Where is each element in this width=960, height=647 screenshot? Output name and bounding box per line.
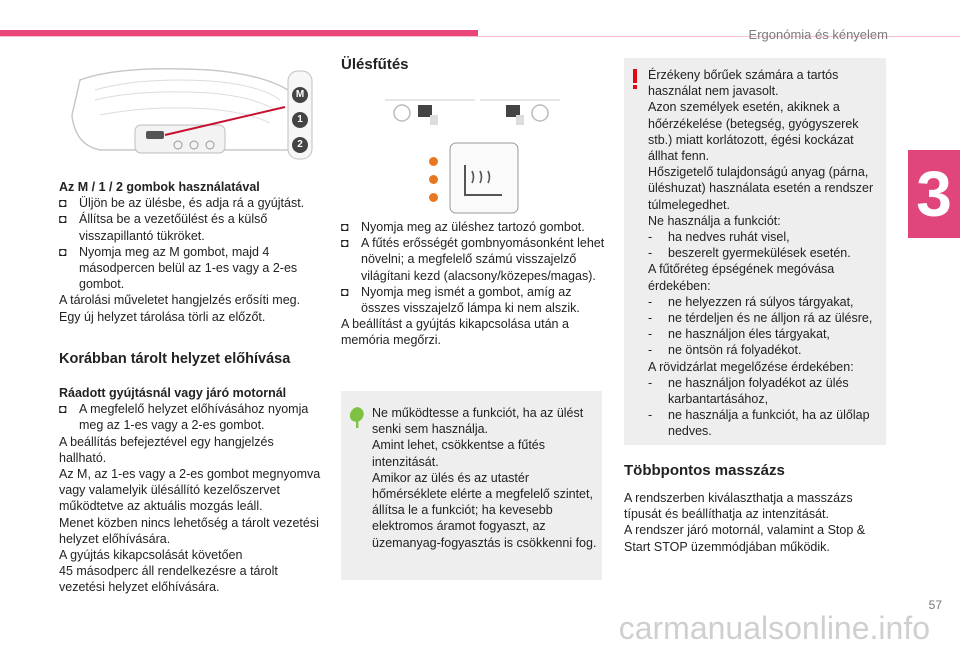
chapter-tab: 3 <box>908 150 960 238</box>
list-item: ◘ A fűtés erősségét gombnyomásonként lehet növelni; a megfelelő számú visszajelző világítani kezd (alacsony/közepes/magas). <box>341 236 605 283</box>
eco-tip-box <box>341 391 602 580</box>
warning-text: Azon személyek esetén, akiknek a hőérzékelése (betegség, gyógyszerek stb.) miatt korlátozott, égési kockázat állhat fenn. <box>648 100 859 164</box>
warning-text: Hőszigetelő tulajdonságú anyag (párna, üléshuzat) használata esetén a rendszer túlmelegedhet. <box>648 165 874 212</box>
section-title: Ergonómia és kényelem <box>748 27 888 42</box>
eco-tip-text: Amikor az ülés és az utastér hőmérséklete elérte a megfelelő szintet, állítsa le a funkciót; ha kevesebb elektromos áramot fogyaszt, az üzemanyag-fogyasztás is csökkenni fog. <box>372 470 597 550</box>
recall-heading: Korábban tárolt helyzet előhívása <box>59 351 291 367</box>
seat-heating-heading: Ülésfűtés <box>341 56 409 73</box>
watermark: carmanualsonline.info <box>618 610 930 646</box>
massage-paragraph: A rendszer járó motornál, valamint a Stop & Start STOP üzemmódjában működik. <box>624 523 866 554</box>
leaf-icon <box>347 405 367 429</box>
seat-heating-instructions <box>341 219 605 349</box>
warning-text: A rövidzárlat megelőzése érdekében: <box>648 359 854 374</box>
seat-memory-illustration <box>60 55 325 165</box>
list-item: - beszerelt gyermekülések esetén. <box>648 246 851 261</box>
memory-intro-title: Az M / 1 / 2 gombok használatával <box>59 180 260 194</box>
warning-box <box>624 58 886 445</box>
list-item: - ne helyezzen rá súlyos tárgyakat, <box>648 294 854 309</box>
heat-level-led-3 <box>429 157 438 166</box>
memory-button-1[interactable]: 1 <box>292 112 308 128</box>
recall-instructions <box>59 385 321 596</box>
memory-note: A tárolási műveletet hangjelzés erősíti meg. <box>59 293 301 308</box>
list-item: ◘ Nyomja meg ismét a gombot, amíg az összes visszajelző lámpa ki nem alszik. <box>341 284 580 316</box>
heat-level-led-2 <box>429 175 438 184</box>
massage-paragraph: A rendszerben kiválaszthatja a masszázs típusát és beállíthatja az intenzitását. <box>624 491 853 522</box>
memory-note: Egy új helyzet tárolása törli az előzőt. <box>59 309 266 324</box>
recall-text: Menet közben nincs lehetőség a tárolt vezetési helyzet előhívására. <box>59 515 319 546</box>
massage-text <box>624 490 886 555</box>
seat-heating-note: A beállítást a gyújtás kikapcsolása után a memória megőrzi. <box>341 317 569 348</box>
recall-text: A gyújtás kikapcsolását követően <box>59 548 243 563</box>
list-item: ◘ Nyomja meg az M gombot, majd 4 másodpercen belül az 1-es vagy a 2-es gombot. <box>59 244 298 292</box>
memory-button-m[interactable]: M <box>292 87 308 103</box>
warning-text: Érzékeny bőrűek számára a tartós használat nem javasolt. <box>648 68 839 99</box>
massage-heading: Többpontos masszázs <box>624 462 785 479</box>
heat-level-led-1 <box>429 193 438 202</box>
list-item: - ne használja a funkciót, ha az ülőlap nedves. <box>648 408 870 439</box>
recall-text: A beállítás befejeztével egy hangjelzés hallható. <box>59 434 274 465</box>
memory-instructions <box>59 179 321 325</box>
list-item: ◘ Nyomja meg az üléshez tartozó gombot. <box>341 220 585 234</box>
memory-button-2[interactable]: 2 <box>292 137 308 153</box>
list-item: ◘ Üljön be az ülésbe, és adja rá a gyújtást. <box>59 196 305 211</box>
list-item: - ha nedves ruhát visel, <box>648 230 790 245</box>
list-item: - ne használjon folyadékot az ülés karbantartásához, <box>648 375 849 407</box>
warning-text: A fűtőréteg épségének megóvása érdekében: <box>648 262 835 293</box>
list-item: - ne öntsön rá folyadékot. <box>648 343 802 358</box>
page-number: 57 <box>928 598 942 612</box>
list-item: ◘ Állítsa be a vezetőülést és a külső visszapillantó tükröket. <box>59 212 268 243</box>
recall-text: Az M, az 1-es vagy a 2-es gombot megnyomva vagy valamelyik ülésállító kezelőszervet működtetve az aktuális mozgás leáll. <box>59 467 321 514</box>
list-item: ◘ A megfelelő helyzet előhívásához nyomja meg az 1-es vagy a 2-es gombot. <box>59 402 309 433</box>
list-item: - ne használjon éles tárgyakat, <box>648 327 830 342</box>
seat-heating-illustration <box>380 95 570 215</box>
eco-tip-text: Amint lehet, csökkentse a fűtés intenzitását. <box>372 438 546 469</box>
warning-icon <box>630 68 640 90</box>
eco-tip-text: Ne működtesse a funkciót, ha az ülést senki sem használja. <box>372 406 584 437</box>
recall-subtitle: Ráadott gyújtásnál vagy járó motornál <box>59 386 287 400</box>
warning-text: Ne használja a funkciót: <box>648 213 781 228</box>
recall-text: 45 másodperc áll rendelkezésre a tárolt vezetési helyzet előhívására. <box>59 564 278 595</box>
list-item: - ne térdeljen és ne álljon rá az ülésre, <box>648 311 873 326</box>
